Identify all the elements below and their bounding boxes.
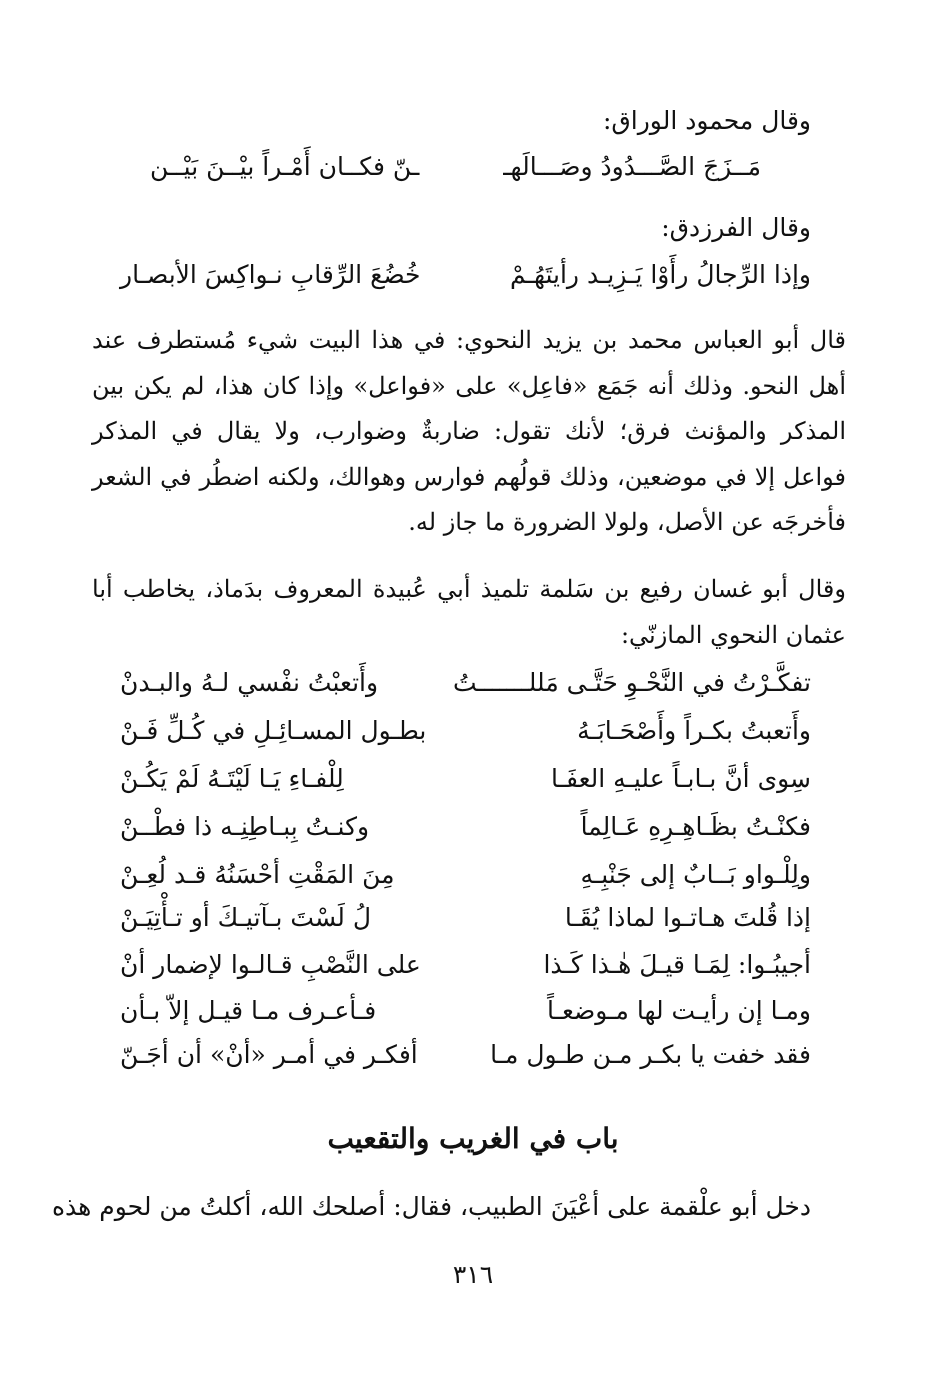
poem-second-hemistich: لِلْفـاءِ يَـا لَيْتَـهُ لَمْ يَكُـنْ [120,763,344,793]
poem-first-hemistich: ولِلْـواو بَــابٌ إلى جَنْبِـهِ [580,859,811,889]
poem-first-hemistich: أجيبُـوا: لِمَـا قيـلَ هٰـذا كَـذا [543,949,811,979]
poem-line [120,708,811,752]
poem-second-hemistich: فـأعـرف مـا قيـل إلاّ بـأن [120,995,377,1025]
poem-line [120,1032,811,1076]
verse-first-hemistich: وإذا الرِّجالُ رأَوْا يَـزِيـد رأيتَهُـمْ [509,259,811,289]
intro-line: وقال الفرزدق: [661,213,811,242]
poem-first-hemistich: وأَتعبتُ بكـراً وأَصْحَـابَـهُ [577,715,811,745]
poem-line [120,852,811,896]
poem-line [120,895,811,939]
poem-second-hemistich: وكنـتُ بِبـاطِنِـه ذا فطْــنْ [120,811,370,841]
poem-second-hemistich: بطـول المسـائِـلِ في كُـلِّ فَـنْ [120,715,427,745]
verse-line [150,144,761,188]
page-number: ٣١٦ [452,1260,494,1289]
verse-first-hemistich: مَــزَجَ الصَّـــدُودُ وصَـــالَهـ [503,151,761,181]
poem-first-hemistich: فكنْـتُ بظَـاهِـرِهِ عَـالِماً [580,811,811,841]
section-heading: باب في الغريب والتقعيب [327,1122,619,1155]
verse-second-hemistich: ـنّ فكــان أَمْـراً بيْــنَ بَيْــن [150,151,420,181]
poem-second-hemistich: مِنَ المَقْتِ أحْسَنُهُ قـد لُعِـنْ [120,859,395,889]
poem-first-hemistich: فقد خفت يا بكـر مـن طـول مـا [490,1039,811,1069]
verse-second-hemistich: خُضُعَ الرِّقابِ نـواكِسَ الأبصـار [120,259,421,289]
poem-second-hemistich: على النَّصْبِ قـالـوا لإضمار أنْ [120,949,421,979]
poem-line [120,804,811,848]
paragraph-opening-line: دخل أبو علْقمة على أعْيَنَ الطبيب، فقال: أصلحك الله، أكلتُ من لحوم هذه [51,1192,811,1221]
verse-line [120,252,811,296]
prose-paragraph: وقال أبو غسان رفيع بن سَلمة تلميذ أبي عُبيدة المعروف بدَماذ، يخاطب أبا عثمان النحوي المازنّي: [92,575,846,649]
poem-second-hemistich: وأَتعبْتُ نفْسي لـهُ والبـدنْ [120,667,379,697]
poem-first-hemistich: سِوى أنَّ بـابـاً عليـهِ العفَـا [551,763,811,793]
poem-line [120,756,811,800]
prose-paragraph: قال أبو العباس محمد بن يزيد النحوي: في هذا البيت شيء مُستطرف عند أهل النحو. وذلك أنه جَمَع «فاعِل» على «فواعل» وإذا كان هذا، لم يكن بين المذكر والمؤنث فرق؛ لأنك تقول: ضاربةٌ وضوارب، ولا يقال في المذكر فواعل إلا في موضعين، وذلك قولُهم فوارس وهوالك، ولكنه اضطُر في الشعر فأخرجَه عن الأصل، ولولا الضرورة ما جاز له. [92,326,846,536]
poem-line [120,988,811,1032]
poem-second-hemistich: أفكـر في أمـر «أنْ» أن أجَـنّ [120,1039,418,1069]
poem-line [120,660,811,704]
poem-first-hemistich: تفكَّـرْتُ في النَّحْـوِ حَتَّـى مَللـــــــتُ [452,667,811,697]
poem-second-hemistich: لُ لَسْتَ بـآتيـكَ أو تـأْتِيَـنْ [120,902,371,932]
poem-first-hemistich: ومـا إن رأيـت لها مـوضعـاً [547,995,811,1025]
poem-first-hemistich: إذا قُلتَ هـاتـوا لماذا يُقَـا [564,902,811,932]
intro-line: وقال محمود الوراق: [602,106,811,135]
poem-line [120,942,811,986]
